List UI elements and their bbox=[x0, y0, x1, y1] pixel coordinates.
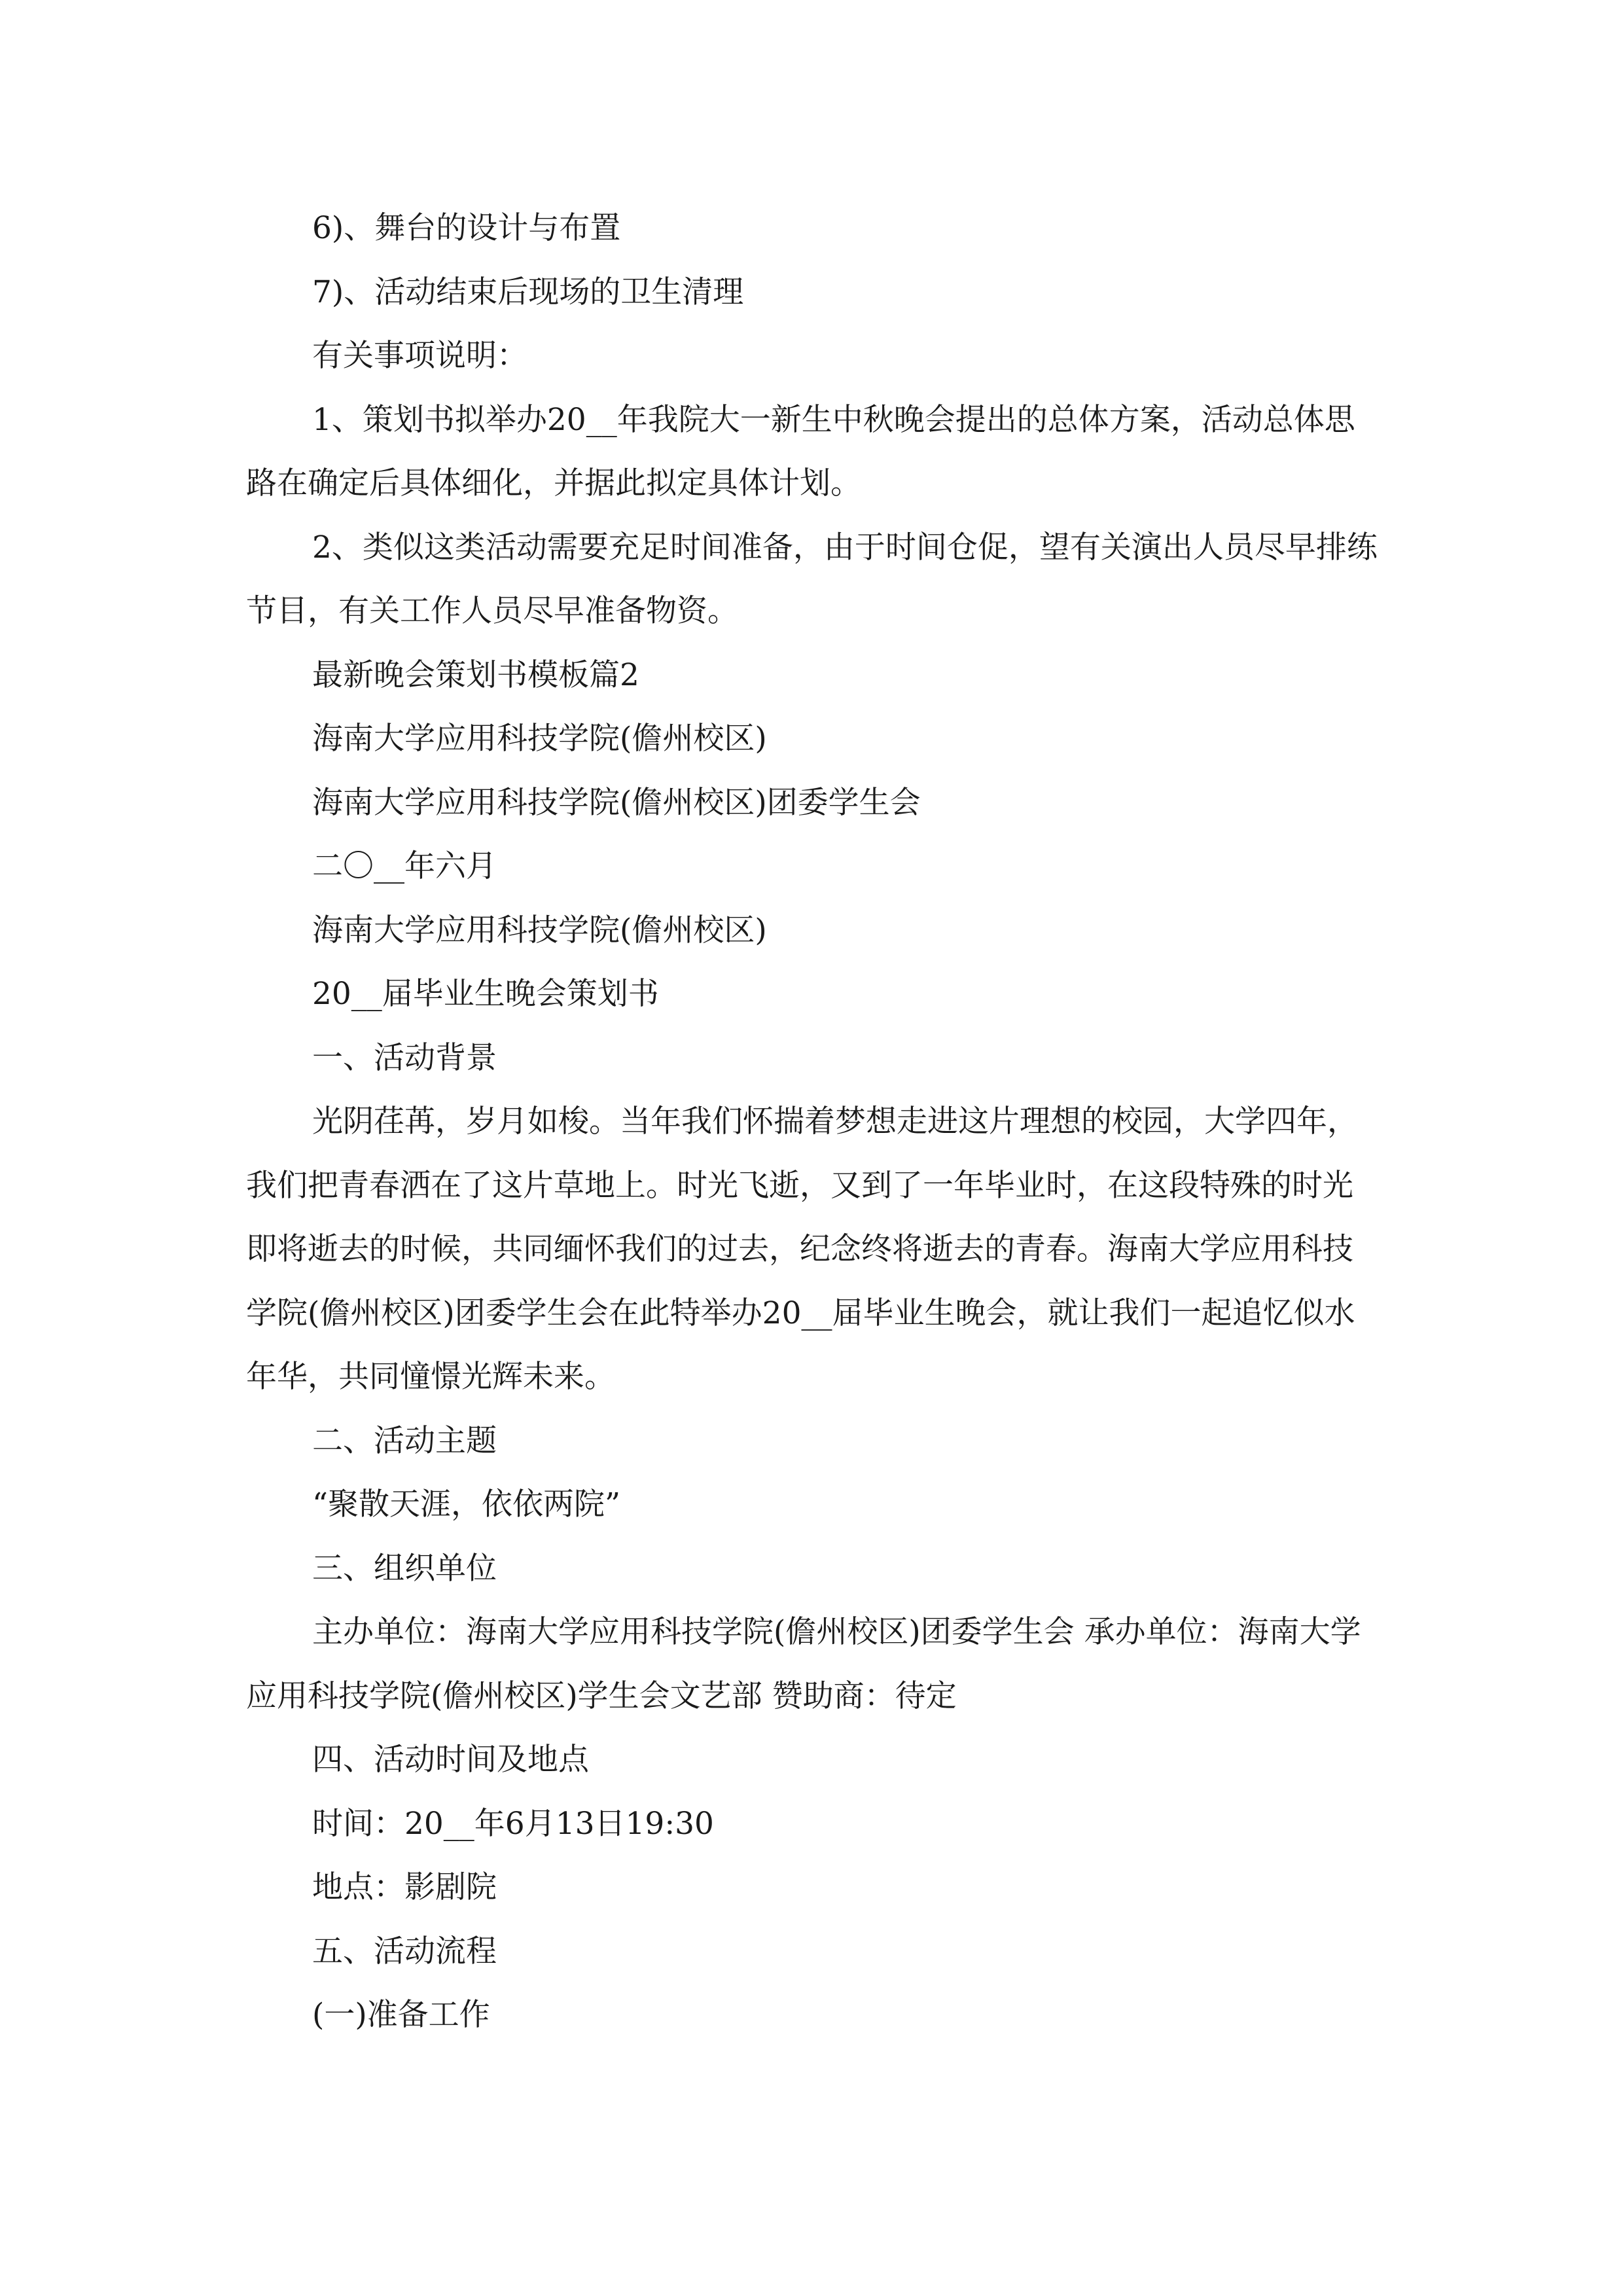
list-item-cleanup: 7)、活动结束后现场的卫生清理 bbox=[312, 274, 744, 310]
section-heading-organizers: 三、组织单位 bbox=[312, 1550, 497, 1587]
time-line: 时间：20__年6月13日19:30 bbox=[312, 1805, 714, 1842]
section-heading-theme: 二、活动主题 bbox=[312, 1422, 497, 1459]
place-line: 地点：影剧院 bbox=[312, 1869, 497, 1905]
organizer-line: 海南大学应用科技学院(儋州校区)团委学生会 bbox=[312, 784, 921, 821]
subsection-heading-preparation: (一)准备工作 bbox=[312, 1997, 490, 2033]
section-heading-time-place: 四、活动时间及地点 bbox=[312, 1742, 589, 1778]
document-page bbox=[246, 196, 1378, 2047]
organization-line-2: 海南大学应用科技学院(儋州校区) bbox=[312, 912, 767, 948]
section-heading-background: 一、活动背景 bbox=[312, 1039, 497, 1076]
organization-line: 海南大学应用科技学院(儋州校区) bbox=[312, 721, 767, 757]
list-item-stage-design: 6)、舞台的设计与布置 bbox=[312, 210, 621, 246]
date-line: 二〇__年六月 bbox=[312, 848, 497, 884]
section-heading-notes: 有关事项说明： bbox=[312, 338, 527, 374]
note-paragraph-2: 2、类似这类活动需要充足时间准备，由于时间仓促，望有关演出人员尽早排练节目，有关工作人员尽早准备物资。 bbox=[246, 529, 1378, 629]
section-heading-process: 五、活动流程 bbox=[312, 1933, 497, 1969]
template-title: 最新晚会策划书模板篇2 bbox=[312, 656, 639, 693]
background-paragraph: 光阴荏苒，岁月如梭。当年我们怀揣着梦想走进这片理想的校园，大学四年，我们把青春洒在了这片草地上。时光飞逝，又到了一年毕业时，在这段特殊的时光即将逝去的时候，共同缅怀我们的过去，纪念终将逝去的青春。海南大学应用科技学院(儋州校区)团委学生会在此特举办20__届毕业生晚会，就让我们一起追忆似水年华，共同憧憬光辉未来。 bbox=[246, 1103, 1358, 1395]
organizers-paragraph: 主办单位：海南大学应用科技学院(儋州校区)团委学生会 承办单位：海南大学应用科技学院(儋州校区)学生会文艺部 赞助商：待定 bbox=[246, 1614, 1361, 1714]
plan-title: 20__届毕业生晚会策划书 bbox=[312, 976, 659, 1012]
theme-quote: “聚散天涯，依依两院” bbox=[312, 1486, 621, 1522]
note-paragraph-1: 1、策划书拟举办20__年我院大一新生中秋晚会提出的总体方案，活动总体思路在确定后具体细化，并据此拟定具体计划。 bbox=[246, 401, 1355, 501]
